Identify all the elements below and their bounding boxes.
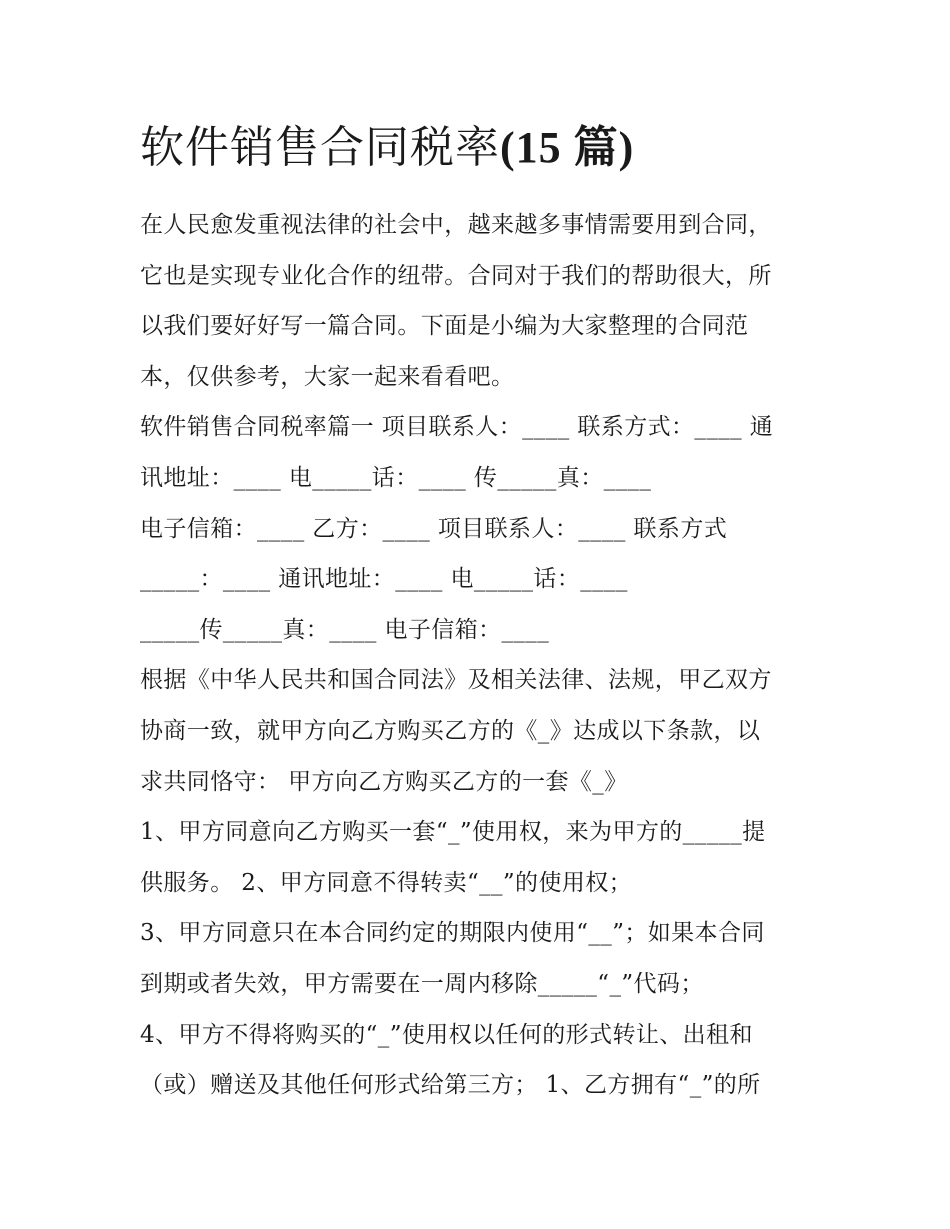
- text-line: 根据《中华人民共和国合同法》及相关法律、法规，甲乙双方: [140, 667, 772, 694]
- document-page: [140, 118, 820, 1111]
- text-line: 4、甲方不得将购买的“_”使用权以任何的形式转让、出租和: [140, 1021, 753, 1048]
- text-line: 在人民愈发重视法律的社会中，越来越多事情需要用到合同，: [140, 212, 772, 238]
- document-title: [140, 118, 820, 178]
- intro-paragraph: [140, 200, 820, 402]
- title-count-text: (15 篇): [500, 123, 635, 172]
- text-line: 求共同恪守： 甲方向乙方购买乙方的一套《_》: [140, 768, 628, 795]
- text-line: 供服务。 2、甲方同意不得转卖“__”的使用权；: [140, 869, 633, 896]
- text-line: （或）赠送及其他任何形式给第三方； 1、乙方拥有“_”的所: [140, 1072, 761, 1099]
- text-line: 讯地址：____ 电_____话：____ 传_____真：____: [140, 464, 652, 491]
- text-line: 本，仅供参考，大家一起来看看吧。: [140, 363, 515, 390]
- text-line: 1、甲方同意向乙方购买一套“_”使用权，来为甲方的_____提: [140, 819, 766, 846]
- contact-paragraph: [140, 402, 820, 655]
- clause-4-paragraph: [140, 1010, 820, 1111]
- text-line: 协商一致，就甲方向乙方购买乙方的《_》达成以下条款，以: [140, 717, 761, 744]
- title-main-text: 软件销售合同税率: [140, 122, 500, 173]
- basis-paragraph: [140, 655, 820, 807]
- text-line: 软件销售合同税率篇一 项目联系人：____ 联系方式：____ 通: [140, 414, 774, 441]
- text-line: _____：____ 通讯地址：____ 电_____话：____: [140, 566, 628, 593]
- text-line: 它也是实现专业化合作的纽带。合同对于我们的帮助很大，所: [140, 262, 772, 289]
- text-line: 电子信箱：____ 乙方：____ 项目联系人：____ 联系方式: [140, 515, 728, 542]
- clause-1-2-paragraph: [140, 807, 820, 908]
- clause-3-paragraph: [140, 908, 820, 1009]
- text-line: _____传_____真：____ 电子信箱：____: [140, 616, 550, 643]
- text-line: 到期或者失效，甲方需要在一周内移除_____“_”代码；: [140, 970, 704, 997]
- text-line: 以我们要好好写一篇合同。下面是小编为大家整理的合同范: [140, 313, 749, 340]
- text-line: 3、甲方同意只在本合同约定的期限内使用“__”；如果本合同: [140, 920, 765, 947]
